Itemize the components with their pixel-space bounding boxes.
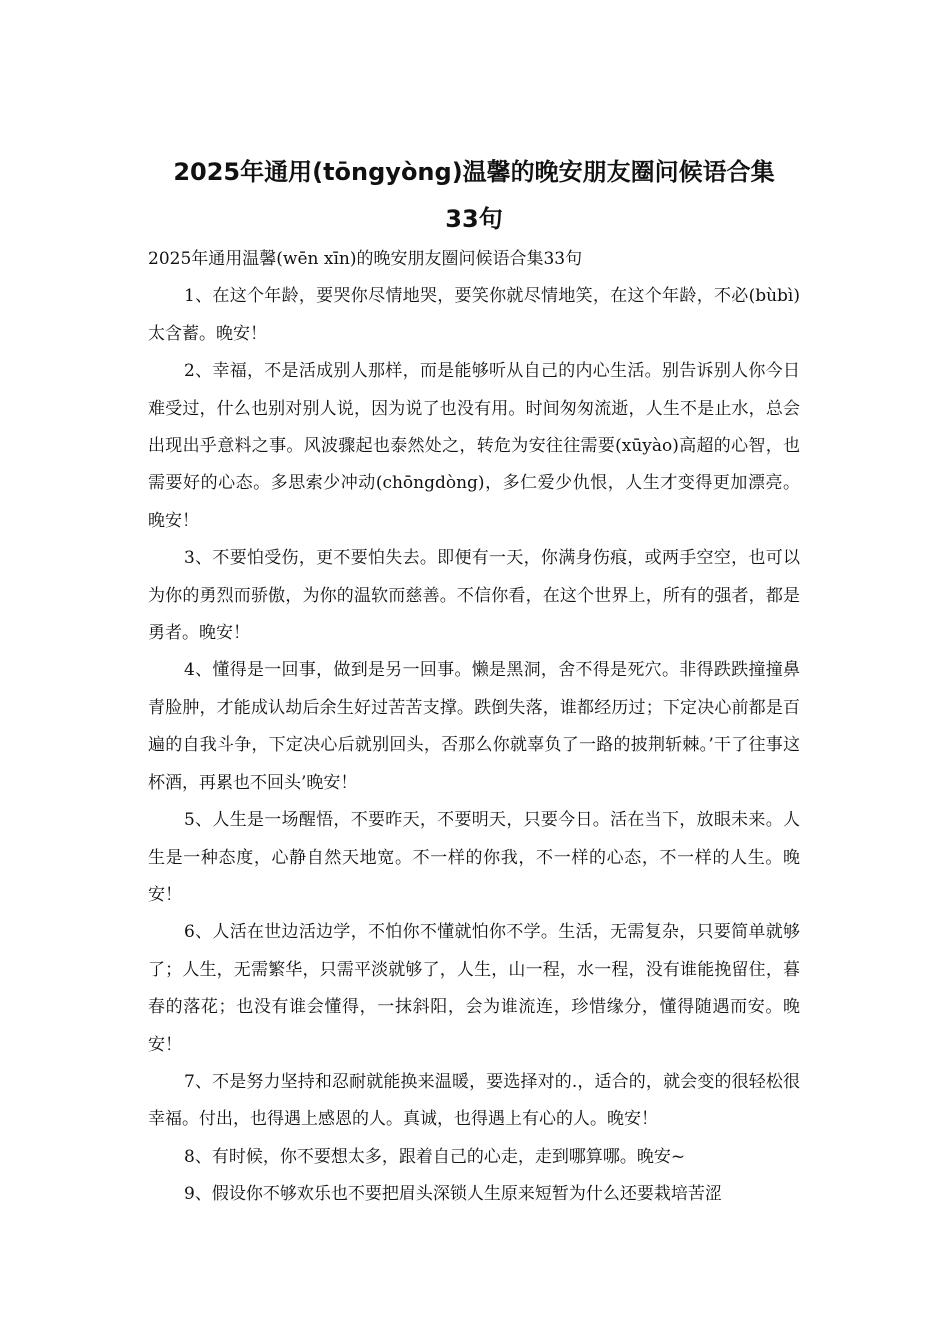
paragraph-9: 9、假设你不够欢乐也不要把眉头深锁人生原来短暂为什么还要栽培苦涩 xyxy=(184,1184,722,1205)
paragraph-4: 4、懂得是一回事，做到是另一回事。懒是黑洞，舍不得是死穴。非得跌跌撞撞鼻青脸肿，才能成认劫后余生好过苦苦支撑。跌倒失落，谁都经历过；下定决心前都是百遍的自我斗争，下定决心后就别回头，否那么你就辜负了一路的披荆斩棘。’干了往事这杯酒，再累也不回头’晚安！ xyxy=(148,660,800,793)
document-title-line-1: 2025年通用(tōngyòng)温馨的晚安朋友圈问候语合集 xyxy=(173,158,775,186)
paragraph-1: 1、在这个年龄，要哭你尽情地哭，要笑你就尽情地笑，在这个年龄，不必(bùbì)太含蓄。晚安！ xyxy=(148,286,800,344)
paragraph-7: 7、不是努力坚持和忍耐就能换来温暖，要选择对的.，适合的，就会变的很轻松很幸福。付出，也得遇上感恩的人。真诚，也得遇上有心的人。晚安！ xyxy=(148,1071,800,1130)
paragraph-6: 6、人活在世边活边学，不怕你不懂就怕你不学。生活，无需复杂，只要简单就够了；人生，无需繁华，只需平淡就够了，人生，山一程，水一程，没有谁能挽留住，暮春的落花；也没有谁会懂得，一抹斜阳，会为谁流连，珍惜缘分，懂得随遇而安。晚安！ xyxy=(148,922,800,1055)
paragraph-2: 2、幸福，不是活成别人那样，而是能够听从自己的内心生活。别告诉别人你今日难受过，什么也别对别人说，因为说了也没有用。时间匆匆流逝，人生不是止水，总会出现出乎意料之事。风波骤起也泰然处之，转危为安往往需要(xūyào)高超的心智，也需要好的心态。多思索少冲动(chōngdòng)，多仁爱少仇恨，人生才变得更加漂亮。晚安！ xyxy=(148,361,800,531)
paragraph-5: 5、人生是一场醒悟，不要昨天，不要明天，只要今日。活在当下，放眼未来。人生是一种态度，心静自然天地宽。不一样的你我，不一样的心态，不一样的人生。晚安！ xyxy=(148,810,800,905)
document-subtitle: 2025年通用温馨(wēn xīn)的晚安朋友圈问候语合集33句 xyxy=(148,249,583,269)
document-title-line-2: 33句 xyxy=(445,205,503,233)
document-body xyxy=(148,241,800,1214)
paragraph-8: 8、有时候，你不要想太多，跟着自己的心走，走到哪算哪。晚安~ xyxy=(184,1146,686,1167)
paragraph-3: 3、不要怕受伤，更不要怕失去。即便有一天，你满身伤痕，或两手空空，也可以为你的勇烈而骄傲，为你的温软而慈善。不信你看，在这个世界上，所有的强者，都是勇者。晚安！ xyxy=(148,548,800,644)
